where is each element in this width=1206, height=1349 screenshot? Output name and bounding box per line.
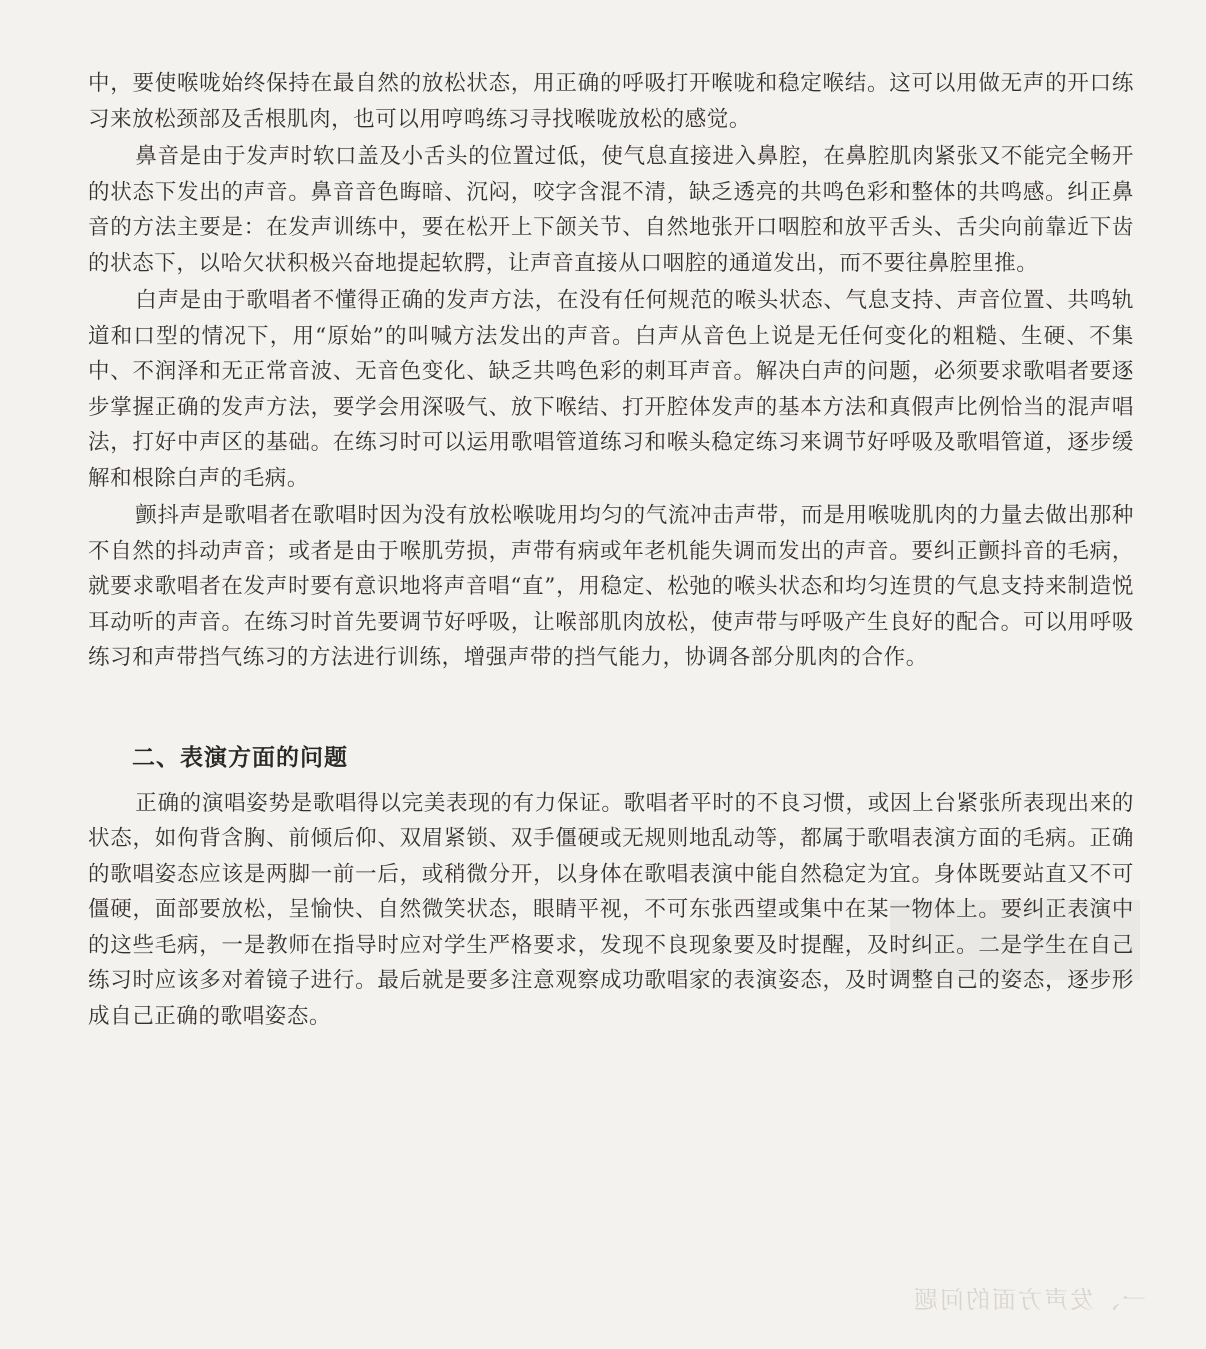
paragraph-continued-throat: 中，要使喉咙始终保持在最自然的放松状态，用正确的呼吸打开喉咙和稳定喉结。这可以用做无声的开口练习来放松颈部及舌根肌肉，也可以用哼鸣练习寻找喉咙放松的感觉。 bbox=[88, 71, 1134, 132]
paragraph-posture: 正确的演唱姿势是歌唱得以完美表现的有力保证。歌唱者平时的不良习惯，或因上台紧张所表现出来的状态，如佝背含胸、前倾后仰、双眉紧锁、双手僵硬或无规则地乱动等，都属于歌唱表演方面的毛病。正确的歌唱姿态应该是两脚一前一后，或稍微分开，以身体在歌唱表演中能自然稳定为宜。身体既要站直又不可僵硬，面部要放松，呈愉快、自然微笑状态，眼睛平视，不可东张西望或集中在某一物体上。要纠正表演中的这些毛病，一是教师在指导时应对学生严格要求，发现不良现象要及时提醒，及时纠正。二是学生在自己练习时应该多对着镜子进行。最后就是要多注意观察成功歌唱家的表演姿态，及时调整自己的姿态，逐步形成自己正确的歌唱姿态。 bbox=[88, 790, 1134, 1029]
section-heading-performance: 二、表演方面的问题 bbox=[132, 744, 348, 771]
paragraph-tremolo-voice: 颤抖声是歌唱者在歌唱时因为没有放松喉咙用均匀的气流冲击声带，而是用喉咙肌肉的力量去做出那种不自然的抖动声音；或者是由于喉肌劳损，声带有病或年老机能失调而发出的声音。要纠正颤抖音的毛病，就要求歌唱者在发声时要有意识地将声音唱“直”，用稳定、松弛的喉头状态和均匀连贯的气息支持来制造悦耳动听的声音。在练习时首先要调节好呼吸，让喉部肌肉放松，使声带与呼吸产生良好的配合。可以用呼吸练习和声带挡气练习的方法进行训练，增强声带的挡气能力，协调各部分肌肉的合作。 bbox=[88, 503, 1134, 670]
page-body bbox=[88, 66, 1134, 1036]
paragraph-nasal-voice: 鼻音是由于发声时软口盖及小舌头的位置过低，使气息直接进入鼻腔，在鼻腔肌肉紧张又不能完全畅开的状态下发出的声音。鼻音音色晦暗、沉闷，咬字含混不清，缺乏透亮的共鸣色彩和整体的共鸣感。纠正鼻音的方法主要是：在发声训练中，要在松开上下颌关节、自然地张开口咽腔和放平舌头、舌尖向前靠近下齿的状态下，以哈欠状积极兴奋地提起软腭，让声音直接从口咽腔的通道发出，而不要往鼻腔里推。 bbox=[88, 144, 1134, 276]
paragraph-white-voice: 白声是由于歌唱者不懂得正确的发声方法，在没有任何规范的喉头状态、气息支持、声音位置、共鸣轨道和口型的情况下，用“原始”的叫喊方法发出的声音。白声从音色上说是无任何变化的粗糙、生硬、不集中、不润泽和无正常音波、无音色变化、缺乏共鸣色彩的刺耳声音。解决白声的问题，必须要求歌唱者要逐步掌握正确的发声方法，要学会用深吸气、放下喉结、打开腔体发声的基本方法和真假声比例恰当的混声唱法，打好中声区的基础。在练习时可以运用歌唱管道练习和喉头稳定练习来调节好呼吸及歌唱管道，逐步缓解和根除白声的毛病。 bbox=[88, 288, 1134, 491]
bleed-through-heading: 一、发声方面的问题 bbox=[912, 1286, 1146, 1314]
